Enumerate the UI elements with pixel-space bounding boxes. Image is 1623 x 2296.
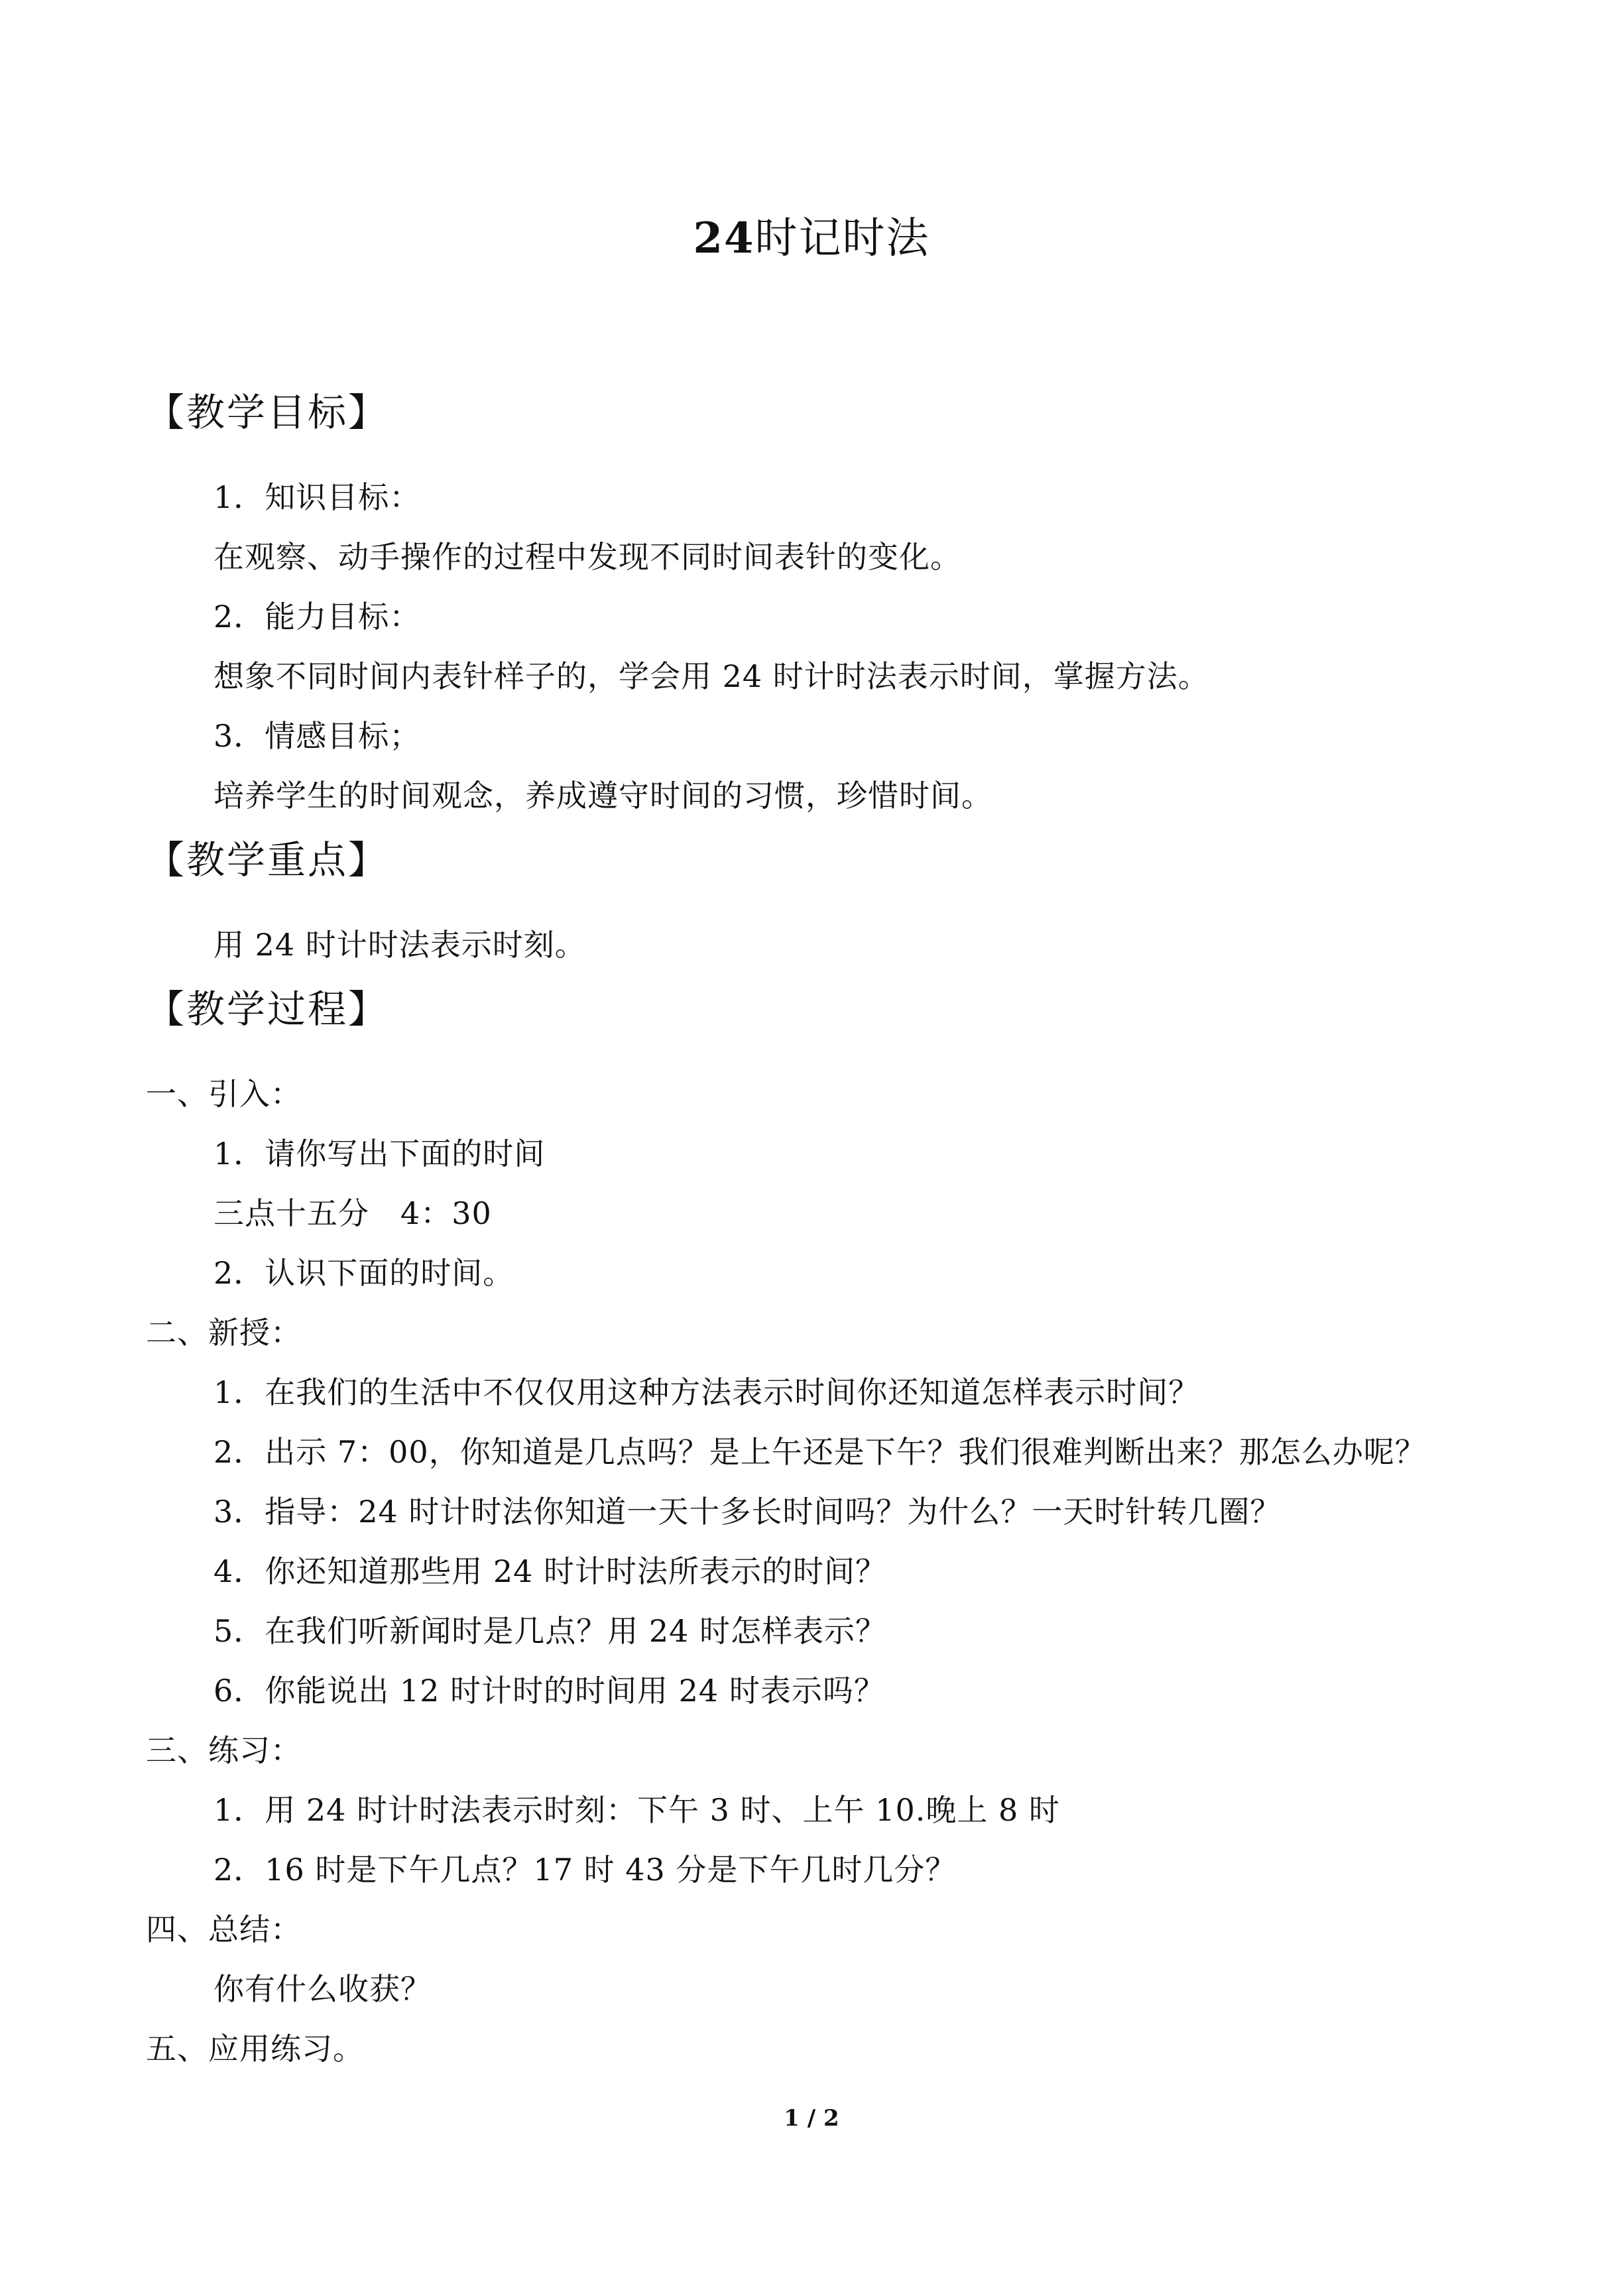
- part-1-title: 一、引入：: [146, 1076, 302, 1112]
- part-2-item-6: 6．你能说出 12 时计时的时间用 24 时表示吗？: [213, 1673, 885, 1709]
- part-2-item-3: 3．指导：24 时计时法你知道一天十多长时间吗？为什么？一天时针转几圈？: [213, 1494, 1282, 1530]
- objective-2-label: 2．能力目标：: [213, 599, 421, 634]
- part-4-text: 你有什么收获？: [213, 1971, 432, 2007]
- part-3-item-1: 1．用 24 时计时法表示时刻：下午 3 时、上午 10.晚上 8 时: [213, 1792, 1060, 1828]
- process-heading: 【教学过程】: [146, 987, 389, 1032]
- title-number: 24: [693, 213, 755, 263]
- title-text: 时记时法: [754, 214, 930, 263]
- objectives-heading: 【教学目标】: [146, 390, 389, 435]
- objective-1-label: 1．知识目标：: [213, 479, 421, 515]
- part-1-item-1: 1．请你写出下面的时间: [213, 1136, 546, 1172]
- objective-2-text: 想象不同时间内表针样子的，学会用 24 时计时法表示时间，掌握方法。: [213, 658, 1209, 694]
- key-points-text: 用 24 时计时法表示时刻。: [213, 927, 586, 963]
- part-4-title: 四、总结：: [146, 1911, 302, 1947]
- part-3-title: 三、练习：: [146, 1732, 302, 1768]
- key-points-heading: 【教学重点】: [146, 837, 389, 882]
- objective-1-text: 在观察、动手操作的过程中发现不同时间表针的变化。: [213, 539, 961, 575]
- objective-3-label: 3．情感目标；: [213, 718, 421, 754]
- part-1-item-2: 2．认识下面的时间。: [213, 1255, 514, 1291]
- document-title: [0, 209, 1623, 269]
- part-2-item-2: 2．出示 7：00，你知道是几点吗？是上午还是下午？我们很难判断出来？那怎么办呢？: [213, 1434, 1426, 1470]
- page-number: 1 / 2: [784, 2105, 839, 2132]
- part-5-title: 五、应用练习。: [146, 2031, 364, 2067]
- objective-3-text: 培养学生的时间观念，养成遵守时间的习惯，珍惜时间。: [213, 778, 992, 814]
- part-2-item-4: 4．你还知道那些用 24 时计时法所表示的时间？: [213, 1553, 887, 1589]
- part-2-title: 二、新授：: [146, 1315, 302, 1351]
- part-2-item-1: 1．在我们的生活中不仅仅用这种方法表示时间你还知道怎样表示时间？: [213, 1374, 1200, 1410]
- part-3-item-2: 2．16 时是下午几点？17 时 43 分是下午几时几分？: [213, 1852, 957, 1888]
- part-1-item-1-detail: 三点十五分 4：30: [213, 1195, 492, 1231]
- part-2-item-5: 5．在我们听新闻时是几点？用 24 时怎样表示？: [213, 1613, 887, 1649]
